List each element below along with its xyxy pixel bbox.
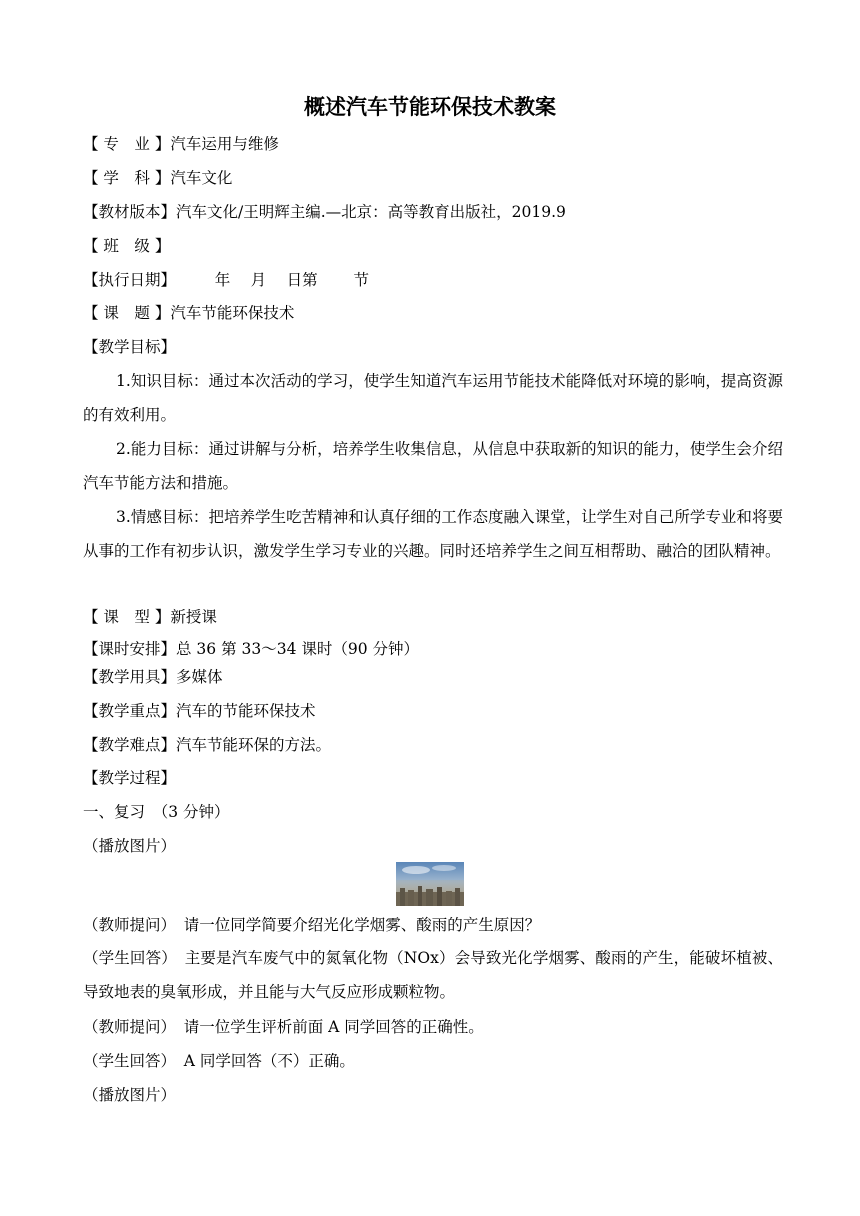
document-title: 概述汽车节能环保技术教案 (304, 95, 556, 119)
teacher-question-2: （教师提问） 请一位学生评析前面 A 同学回答的正确性。 (83, 1018, 484, 1036)
goal-emotion: 3.情感目标：把培养学生吃苦精神和认真仔细的工作态度融入课堂，让学生对自己所学专业和将要从事的工作有初步认识，激发学生学习专业的兴趣。同时还培养学生之间互相帮助、融洽的团队精神。 (83, 508, 783, 560)
student-answer-2: （学生回答） A 同学回答（不）正确。 (83, 1052, 355, 1070)
play-image-note-2: （播放图片） (83, 1086, 177, 1104)
goals-heading: 【教学目标】 (83, 338, 177, 356)
textbook-field: 【教材版本】汽车文化/王明辉主编.—北京：高等教育出版社，2019.9 (83, 203, 566, 221)
topic-field: 【 课 题 】汽车节能环保技术 (83, 304, 295, 322)
review-heading: 一、复习 （3 分钟） (83, 803, 230, 821)
smog-city-photo (396, 862, 464, 906)
goal-knowledge: 1.知识目标：通过本次活动的学习，使学生知道汽车运用节能技术能降低对环境的影响，提高资源的有效利用。 (83, 372, 783, 424)
key-point-field: 【教学重点】汽车的节能环保技术 (83, 702, 316, 720)
goal-ability: 2.能力目标：通过讲解与分析，培养学生收集信息，从信息中获取新的知识的能力，使学生会介绍汽车节能方法和措施。 (83, 440, 783, 492)
major-field: 【 专 业 】汽车运用与维修 (83, 135, 279, 153)
student-answer-1: （学生回答） 主要是汽车废气中的氮氧化物（NOx）会导致光化学烟雾、酸雨的产生，能破坏植被、导致地表的臭氧形成，并且能与大气反应形成颗粒物。 (83, 949, 783, 1001)
class-field: 【 班 级 】 (83, 237, 171, 255)
lesson-type-field: 【 课 型 】新授课 (83, 608, 217, 626)
teacher-question-1: （教师提问） 请一位同学简要介绍光化学烟雾、酸雨的产生原因？ (83, 916, 541, 934)
difficulty-field: 【教学难点】汽车节能环保的方法。 (83, 736, 332, 754)
play-image-note: （播放图片） (83, 837, 177, 855)
tools-field: 【教学用具】多媒体 (83, 668, 223, 686)
schedule-field: 【课时安排】总 36 第 33～34 课时（90 分钟） (83, 640, 420, 658)
process-heading: 【教学过程】 (83, 769, 177, 787)
date-field: 【执行日期】 年 月 日第 节 (83, 271, 370, 289)
subject-field: 【 学 科 】汽车文化 (83, 169, 233, 187)
